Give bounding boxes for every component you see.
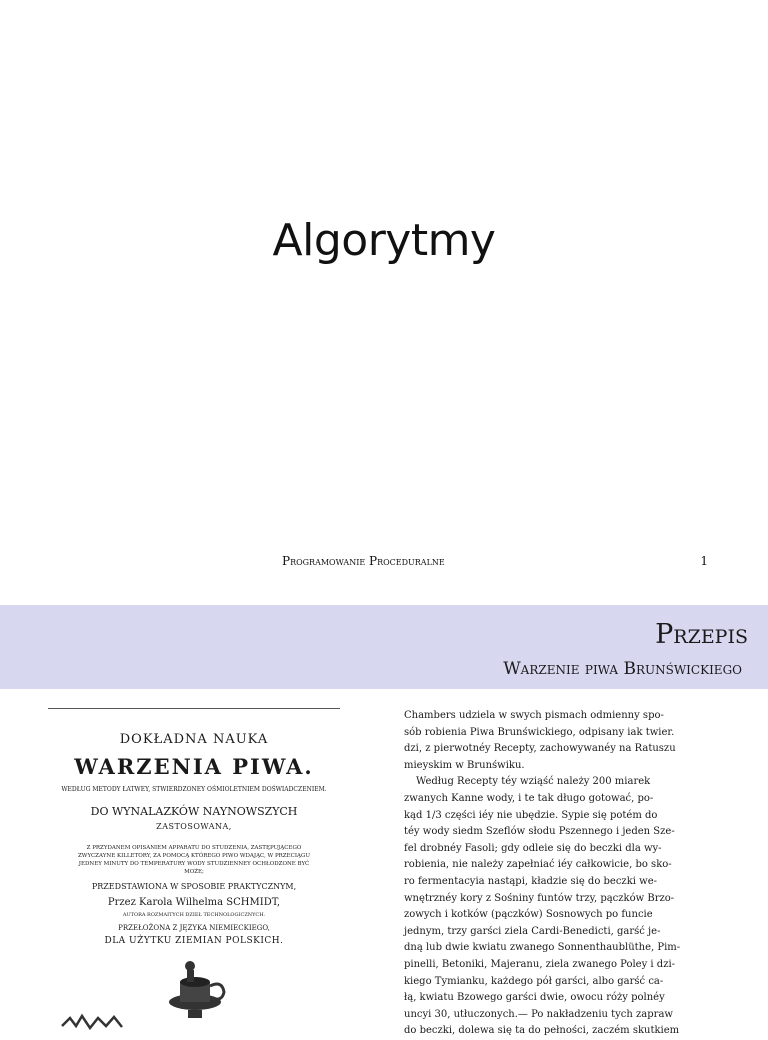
page-rule (48, 708, 340, 709)
text-line: Chambers udziela w swych pismach odmienny spo- (404, 710, 664, 721)
scanned-title-page (48, 708, 340, 1028)
title-page-author: Przez Karola Wilhelma SCHMIDT, (107, 897, 281, 908)
title-page-line: DO WYNALAZKÓW NAYNOWSZYCH (90, 805, 298, 818)
text-line: sób robienia Piwa Brunświckiego, odpisany iak twier. (404, 726, 675, 738)
title-page-line: DOKŁADNA NAUKA (119, 732, 269, 747)
text-line: łą, kwiatu Bzowego garści dwie, owocu róży polnéy (404, 992, 665, 1004)
title-page-line: WEDŁUG METODY ŁATWEY, STWIERDZONEY OŚMIOLETNIEM DOŚWIADCZENIEM. (61, 786, 327, 793)
slide-title: Algorytmy (272, 215, 496, 266)
slide-header (0, 605, 768, 689)
slide-subtitle: Warzenie piwa Brunświckiego (503, 659, 742, 679)
footer-course-name: Programowanie Proceduralne (282, 554, 445, 568)
text-line: jednym, trzy garści ziela Cardi-Benedicti, garść je- (404, 925, 661, 937)
brewing-emblem-icon (160, 952, 230, 1022)
text-line: wnętrznéy kory z Sośniny funtów trzy, pączków Brzo- (404, 892, 675, 904)
text-line: pinelli, Betoniki, Majeranu, ziela zwanego Poley i dzi- (404, 958, 676, 970)
footer-page-number: 1 (700, 554, 708, 568)
title-page-line: PRZEŁOŻONA Z JĘZYKA NIEMIECKIEGO, (118, 924, 270, 932)
title-page-line: DLA UŻYTKU ZIEMIAN POLSKICH. (104, 936, 284, 946)
text-line: kąd 1/3 części iéy nie ubędzie. Sypie się potém do (404, 809, 658, 821)
text-line: Według Recepty téy wziąść należy 200 miarek (416, 776, 651, 788)
text-line: do beczki, dolewa się ta do pełności, zaczém skutkiem (404, 1025, 680, 1037)
text-line: kiego Tymianku, każdego pół garści, albo garść ca- (404, 975, 664, 987)
slide-footer (282, 554, 712, 572)
title-page-line: Z PRZYDANEM OPISANIEM APPARATU DO STUDZENIA, ZASTĘPUJĄCEGO ZWYCZAYNE KILLETORY, ZA POMOCĄ KTÓREGO PIWO WDAJĄC, W PRZECIĄGU JEDNEY MINUTY DO TEMPERATURY WODY STUDZIENNEY OCHŁODZONE BYĆ MOŻE; (77, 845, 311, 875)
title-page-line: AUTORA ROZMAITYCH DZIEŁ TECHNOLOGICZNYCH. (122, 912, 266, 918)
slide-title: Przepis (655, 619, 748, 650)
title-page-line: ZASTOSOWANA, (156, 822, 232, 831)
title-page-line: PRZEDSTAWIONA W SPOSOBIE PRAKTYCZNYM, (91, 882, 297, 891)
text-line: fel drobnéy Fasoli; gdy odleie się do beczki dla wy- (404, 842, 662, 854)
text-line: uncyi 30, utłuczonych.— Po nakładzeniu tych zapraw (404, 1008, 673, 1020)
scanned-text-page (404, 708, 722, 1037)
text-line: téy wody siedm Szeflów słodu Pszennego i jeden Sze- (404, 826, 675, 838)
text-line: mieyskim w Brunświku. (404, 759, 525, 771)
printer-mark-icon (60, 1012, 130, 1032)
slide-2 (0, 605, 768, 1037)
text-line: dzi, z pierwotnéy Recepty, zachowywanéy na Ratuszu (404, 743, 676, 755)
text-line: ro fermentacyia nastąpi, kładzie się do beczki we- (404, 875, 657, 887)
title-page-heading: WARZENIA PIWA. (74, 754, 314, 779)
text-line: robienia, nie należy zapełniać iéy całkowicie, bo sko- (404, 859, 672, 871)
text-line: zwanych Kanne wody, i te tak długo gotować, po- (404, 792, 654, 804)
text-line: zowych i kotków (pączków) Sosnowych po funcie (404, 909, 653, 921)
text-line: dną lub dwie kwiatu zwanego Sonnenthaublüthe, Pim- (404, 942, 681, 954)
